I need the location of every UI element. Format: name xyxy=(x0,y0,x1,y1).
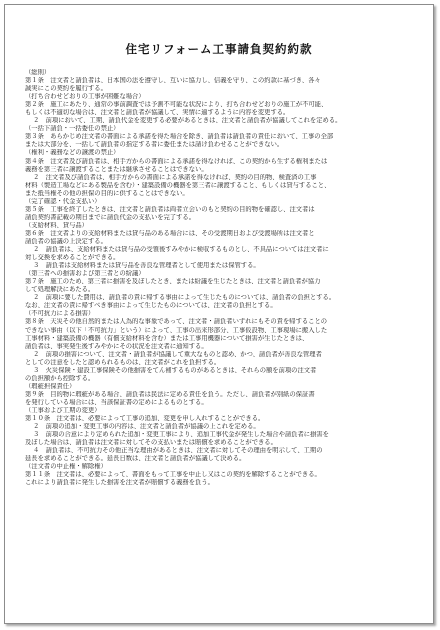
document-line: して処理解決にあたる。 xyxy=(25,286,95,294)
document-line: ３ 請負者は支給材料または貸与品を善良な管理者として使用または保管する。 xyxy=(33,262,260,270)
document-line: （注文者の中止権・解除権） xyxy=(25,463,107,471)
document-line: これにより請負者に発生した損害を注文者が賠償する義務を負う。 xyxy=(25,479,214,487)
document-line: 延長を求めることができる。延長日数は、注文者と請負者が協議して決める。 xyxy=(25,455,246,463)
document-line: 第２条 施工にあたり、通常の事前調査では予測不可能な状況により、打ち合わせどおりの施工が不可能、 xyxy=(25,101,328,109)
document-line: ２ 前項の損害について、注文者・請負者が協議して重大なものと認め、かつ、請負者が善良な管理者 xyxy=(33,350,322,358)
document-line: の負担額から控除する。 xyxy=(25,374,95,382)
document-line: を発行している場合には、当該保証書の定めによるものとする。 xyxy=(25,398,208,406)
document-line: （支給材料、貸与品） xyxy=(25,221,88,229)
document-line: 第３条 あらかじめ注文者の書面による承諾を得た場合を除き、請負者は請負者の責任において、工事の全部 xyxy=(25,133,334,141)
document-line: ４ 請負者は、不可抗力その他正当な理由があるときは、注文者に対してその理由を明示して、工期の xyxy=(33,447,323,455)
document-line: 第１条 注文者と請負者は、日本国の法を遵守し、互いに協力し、信義を守り、この約款に基づき、各々 xyxy=(25,77,321,85)
document-line: または大部分を、一括して請負者の指定する者に委任または請け負わせることができない。 xyxy=(25,141,284,149)
document-line: 請負者は、事実発生後すみやかにその状況を注文者に通知する。 xyxy=(25,342,208,350)
document-line: （第三者への損害および第三者との紛議） xyxy=(25,270,145,278)
document-line: 請負契約書記載の期日までに請負代金の支払いを完了する。 xyxy=(25,213,196,221)
document-line: 請負者の協議の上決定する。 xyxy=(25,237,107,245)
document-line: （工事および工期の変更） xyxy=(25,406,101,414)
document-line: 第４条 注文者及び請負者は、相手方からの書面による承諾を得なければ、この契約から生ずる権利または xyxy=(25,157,328,165)
document-line: また抵当権その他の担保の目的に供することはできない。 xyxy=(25,189,189,197)
document-line: 第９条 目的物に瑕疵がある場合、請負者は民法に定める責任を負う。ただし、請負者が別紙の保証書 xyxy=(25,390,315,398)
document-line: （瑕疵担保責任） xyxy=(25,382,76,390)
document-line: 第６条 注文者よりの支給材料または貸与品のある場合には、その受渡期日および受渡場所は注文者と xyxy=(25,229,315,237)
document-line: できない事由（以下「不可抗力」という）によって、工事の出来形部分、工事仮設物、工事現場に搬入した xyxy=(25,326,328,334)
document-line: ２ 請負者は、支給材料または貸与品の受領後すみやかに検収するものとし、不具品については注文者に xyxy=(33,246,329,254)
document-body xyxy=(5,69,433,487)
document-line: 誠実にこの契約を履行する。 xyxy=(25,85,107,93)
document-line: ３ 前項の合意により定められた追加・変更工事により、追加工事代金が発生した場合や請負者に損害を xyxy=(33,431,329,439)
document-line: （不可抗力による損害） xyxy=(25,310,95,318)
document-line: 義務を第三者に譲渡することまたは継承させることはできない。 xyxy=(25,165,208,173)
document-line: ２ 前項の追加・変更工事の内容は、注文者と請負者が協議の上これを定める。 xyxy=(33,423,260,431)
document-line: （打ち合わせどおりの工事が困難な場合） xyxy=(25,93,145,101)
document-line: （総則） xyxy=(25,69,51,76)
document-line: （一括下請負・一括委任の禁止） xyxy=(25,125,120,133)
document-line: （完了確認・代金支払い） xyxy=(25,197,101,205)
document-line: 材料（製造工場などにある製品を含む）・建築設備の機器を第三者に譲渡すること、もしくは貸与すること、 xyxy=(25,181,331,189)
document-line: 対し交換を求めることができる。 xyxy=(25,254,120,262)
document-line: 第５条 工事を終了したときは、注文者と請負者は両者立会いのもと契約の目的物を確認し、注文者は xyxy=(25,205,315,213)
document-line: 第１０条 注文者は、必要によって工事の追加、変更を申し入れすることができる。 xyxy=(25,415,265,423)
document-line: 第８条 天災その他自然的または人為的な事象であって、注文者・請負者いずれにもその責を帰することの xyxy=(25,318,328,326)
document-line: ２ 前項において、工期、請負代金を変更する必要があるときは、注文者と請負者が協議してこれを定める。 xyxy=(33,117,342,125)
document-line: としての注意をしたと認められるものは、注文者がこれを負担する。 xyxy=(25,358,221,366)
document-line: ３ 火災保険・建設工事保険その他損害をてん補するものがあるときは、それらの額を前項の注文者 xyxy=(33,366,317,374)
document-line: 第１１条 注文者は、必要によって、書面をもって工事を中止し又はこの契約を解除することができる。 xyxy=(25,471,321,479)
document-line: 第７条 施工のため、第三者に損害を及ぼしたとき、または紛議を生じたときは、注文者と請負者が協力 xyxy=(25,278,321,286)
document-title: 住宅リフォーム工事請負契約約款 xyxy=(125,42,313,56)
document-line: ２ 前項に要した費用は、請負者の責に帰する事由によって生じたものについては、請負者の負担とする。 xyxy=(33,294,336,302)
document-line: 工事材料・建築設備の機器（有償支給材料を含む）または工事用機器について損害が生じたときは、 xyxy=(25,334,309,342)
document-line: もしくは不適切な場合は、注文者と請負者が協議して、実情に適するように内容を変更する。 xyxy=(25,109,290,117)
document-line: 及ぼした場合は、請負者は注文者に対してその支払いまたは賠償を求めることができる。 xyxy=(25,439,277,447)
document-page xyxy=(4,4,434,624)
document-line: なお、注文者の責に帰すべき事由によって生じたものについては、注文者の負担とする。 xyxy=(25,302,277,310)
document-line: ２ 注文者及び請負者は、相手方からの書面による承諾を得なければ、契約の目的物、検査済の工事 xyxy=(33,173,317,181)
document-line: （権利・義務などの譲渡の禁止） xyxy=(25,149,120,157)
